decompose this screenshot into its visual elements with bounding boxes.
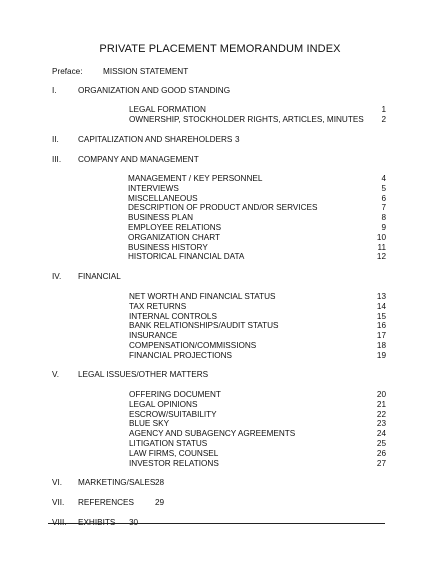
index-page-number: 22 — [376, 409, 386, 419]
section-heading: COMPANY AND MANAGEMENT — [78, 155, 199, 164]
index-item: MANAGEMENT / KEY PERSONNEL — [128, 174, 263, 183]
index-page-number: 11 — [377, 242, 386, 252]
index-page-number: 1 — [381, 105, 386, 114]
index-item: LITIGATION STATUS — [129, 439, 208, 448]
index-page-number: 14 — [376, 301, 386, 311]
index-item: BUSINESS HISTORY — [128, 242, 208, 252]
index-item: LEGAL FORMATION — [129, 105, 206, 114]
index-item: BUSINESS PLAN — [128, 213, 194, 223]
index-page-number: 24 — [376, 429, 386, 439]
index-item: LAW FIRMS, COUNSEL — [129, 448, 219, 458]
index-item: INVESTOR RELATIONS — [129, 458, 219, 468]
section-numeral: VI. — [52, 478, 63, 487]
section-numeral: VIII. — [52, 518, 67, 527]
section-numeral: II. — [52, 135, 59, 144]
preface-label: Preface: — [52, 67, 83, 76]
index-page-number: 8 — [381, 213, 386, 223]
index-item: AGENCY AND SUBAGENCY AGREEMENTS — [129, 429, 296, 439]
section-page-number: 3 — [235, 135, 240, 144]
index-page-number: 7 — [381, 203, 386, 213]
index-page-number: 12 — [376, 252, 386, 262]
section-heading: EXHIBITS — [78, 518, 116, 527]
index-item: MISCELLANEOUS — [128, 193, 198, 203]
section-heading: ORGANIZATION AND GOOD STANDING — [78, 86, 231, 95]
index-page-number: 20 — [376, 390, 386, 399]
index-item: LEGAL OPINIONS — [129, 399, 198, 409]
section-numeral: VII. — [52, 498, 65, 507]
index-page-number: 2 — [381, 114, 386, 124]
index-item: NET WORTH AND FINANCIAL STATUS — [129, 292, 276, 301]
index-item: TAX RETURNS — [129, 301, 187, 311]
index-item: FINANCIAL PROJECTIONS — [129, 350, 232, 360]
index-page-number: 26 — [376, 448, 386, 458]
index-page-number: 23 — [376, 419, 386, 429]
index-page-number: 17 — [376, 331, 386, 341]
index-page-number: 9 — [381, 223, 386, 232]
index-item: BANK RELATIONSHIPS/AUDIT STATUS — [129, 321, 279, 331]
index-item: ORGANIZATION CHART — [128, 232, 221, 242]
section-heading: CAPITALIZATION AND SHAREHOLDERS — [78, 135, 233, 144]
preface-text: MISSION STATEMENT — [103, 67, 189, 76]
section-heading: FINANCIAL — [78, 272, 121, 281]
index-page-number: 4 — [381, 174, 386, 183]
section-numeral: I. — [52, 86, 57, 95]
index-page-number: 5 — [381, 183, 386, 193]
index-item: OWNERSHIP, STOCKHOLDER RIGHTS, ARTICLES, MINUTES — [129, 114, 364, 124]
index-page-number: 19 — [376, 350, 386, 360]
index-item: ESCROW/SUITABILITY — [129, 409, 217, 419]
index-page-number: 27 — [376, 458, 386, 468]
index-item: INSURANCE — [129, 331, 178, 341]
section-page-number: 29 — [155, 498, 165, 507]
section-heading: LEGAL ISSUES/OTHER MATTERS — [78, 370, 209, 379]
section-page-number: 28 — [155, 478, 165, 487]
index-page-number: 15 — [376, 311, 386, 321]
index-page-number: 18 — [376, 341, 386, 350]
index-page-number: 21 — [376, 399, 386, 409]
index-item: INTERVIEWS — [128, 183, 179, 193]
section-numeral: III. — [52, 155, 62, 164]
strikethrough-line — [48, 523, 385, 524]
index-item: BLUE SKY — [129, 419, 170, 429]
index-item: COMPENSATION/COMMISSIONS — [129, 341, 257, 350]
index-item: DESCRIPTION OF PRODUCT AND/OR SERVICES — [128, 203, 318, 213]
index-page-number: 25 — [376, 439, 386, 448]
section-page-number: 30 — [129, 518, 139, 527]
index-page-number: 13 — [376, 292, 386, 301]
index-page-number: 10 — [376, 232, 386, 242]
index-page-number: 16 — [376, 321, 386, 331]
index-item: HISTORICAL FINANCIAL DATA — [128, 252, 245, 262]
index-item: OFFERING DOCUMENT — [129, 390, 221, 399]
section-numeral: IV. — [52, 272, 62, 281]
section-heading: MARKETING/SALES — [78, 478, 156, 487]
section-heading: REFERENCES — [78, 498, 134, 507]
section-numeral: V. — [52, 370, 59, 379]
document-title: PRIVATE PLACEMENT MEMORANDUM INDEX — [99, 43, 341, 55]
index-item: EMPLOYEE RELATIONS — [128, 223, 222, 232]
index-item: INTERNAL CONTROLS — [129, 311, 217, 321]
index-page-number: 6 — [381, 193, 386, 203]
